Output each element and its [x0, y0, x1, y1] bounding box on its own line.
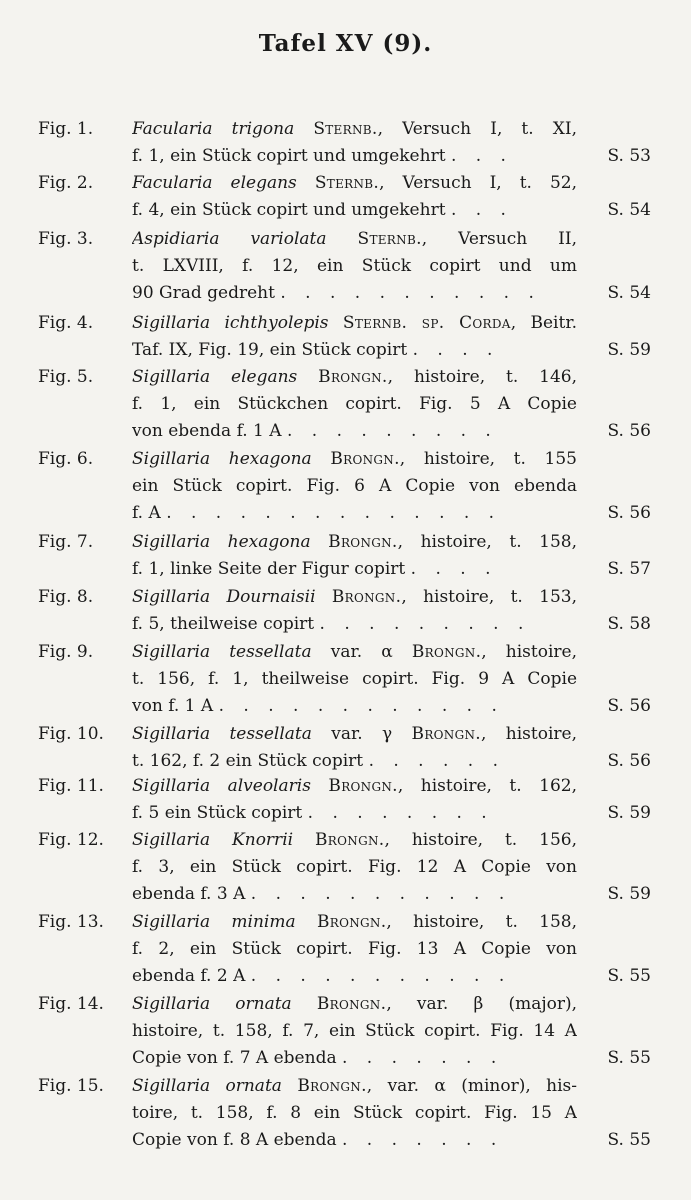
- page-reference: S. 55: [607, 1130, 651, 1150]
- description-line: [132, 197, 577, 224]
- reference-text: , histoire, t. 146,: [387, 367, 577, 387]
- reference-text: f. A: [132, 503, 161, 523]
- reference-text: ein Stück copirt. Fig. 6 A Copie von ebenda: [132, 476, 577, 496]
- figure-description: [132, 310, 577, 364]
- author-name: Sternb.: [313, 119, 378, 139]
- reference-text: f. 5 ein Stück copirt: [132, 803, 303, 823]
- figure-number: Fig. 7.: [38, 532, 94, 552]
- page-reference: S. 58: [607, 614, 651, 634]
- figure-number: Fig. 5.: [38, 367, 94, 387]
- description-line: [132, 473, 577, 500]
- figure-number: Fig. 3.: [38, 229, 94, 249]
- figure-description: [132, 639, 577, 720]
- reference-text: ebenda f. 2 A: [132, 966, 246, 986]
- description-line: [132, 280, 577, 307]
- variety-label: var. α: [311, 642, 412, 662]
- description-line: [132, 693, 577, 720]
- species-name: Sigillaria Dournaisii: [132, 587, 316, 607]
- leader-dots: . . . .: [412, 340, 500, 360]
- figure-number: Fig. 6.: [38, 449, 94, 469]
- description-line: [132, 1018, 577, 1045]
- description-line: [132, 364, 577, 391]
- page-reference: S. 59: [607, 340, 651, 360]
- page-reference: S. 56: [607, 696, 651, 716]
- description-line: [132, 800, 577, 827]
- author-name: Brongn.: [331, 587, 402, 607]
- reference-text: Copie von f. 8 A ebenda: [132, 1130, 337, 1150]
- leader-dots: . . . . . . . . . . .: [250, 966, 512, 986]
- figure-number: Fig. 9.: [38, 642, 94, 662]
- leader-dots: . . . .: [410, 559, 498, 579]
- species-name: Sigillaria elegans: [132, 367, 298, 387]
- figure-number: Fig. 1.: [38, 119, 94, 139]
- figure-description: [132, 721, 577, 775]
- author-name: Sternb.: [357, 229, 422, 249]
- page-title: Tafel XV (9).: [258, 30, 433, 57]
- description-line: [132, 391, 577, 418]
- reference-text: f. 3, ein Stück copirt. Fig. 12 A Copie von: [132, 857, 577, 877]
- description-line: [132, 773, 577, 800]
- description-line: [132, 500, 577, 527]
- species-name: Sigillaria alveolaris: [132, 776, 311, 796]
- reference-text: , Versuch I, t. XI,: [377, 119, 577, 139]
- reference-text: t. LXVIII, f. 12, ein Stück copirt und um: [132, 256, 577, 276]
- leader-dots: . . . . . . . . . . . .: [218, 696, 504, 716]
- description-line: [132, 337, 577, 364]
- page-reference: S. 57: [607, 559, 651, 579]
- reference-text: histoire, t. 158, f. 7, ein Stück copirt. Fig. 14 A: [132, 1021, 577, 1041]
- figure-description: [132, 991, 577, 1072]
- reference-text: , histoire, t. 155: [399, 449, 577, 469]
- reference-text: , histoire, t. 158,: [397, 532, 577, 552]
- page-reference: S. 53: [607, 146, 651, 166]
- page-reference: S. 55: [607, 1048, 651, 1068]
- reference-text: von f. 1 A: [132, 696, 214, 716]
- description-line: [132, 963, 577, 990]
- description-line: [132, 253, 577, 280]
- description-line: [132, 446, 577, 473]
- author-name: Brongn.: [297, 1076, 367, 1096]
- variety-label: var. γ: [311, 724, 412, 744]
- reference-text: Taf. IX, Fig. 19, ein Stück copirt: [132, 340, 408, 360]
- author-name: Brongn.: [315, 830, 385, 850]
- leader-dots: . . . . . . . . .: [319, 614, 531, 634]
- description-line: [132, 827, 577, 854]
- figure-description: [132, 446, 577, 527]
- leader-dots: . . . . . .: [368, 751, 506, 771]
- figure-description: [132, 773, 577, 827]
- reference-text: , histoire, t. 156,: [384, 830, 577, 850]
- figure-number: Fig. 13.: [38, 912, 104, 932]
- page-reference: S. 56: [607, 421, 651, 441]
- reference-text: t. 162, f. 2 ein Stück copirt: [132, 751, 364, 771]
- species-name: Aspidiaria variolata: [132, 229, 327, 249]
- figure-description: [132, 226, 577, 307]
- author-name: Brongn.: [411, 642, 482, 662]
- figure-description: [132, 364, 577, 445]
- leader-dots: . . . . . . . .: [307, 803, 494, 823]
- figure-description: [132, 116, 577, 170]
- description-line: [132, 936, 577, 963]
- leader-dots: . . .: [450, 200, 513, 220]
- description-line: [132, 1127, 577, 1154]
- description-line: [132, 748, 577, 775]
- author-name: Brongn.: [316, 994, 387, 1014]
- species-name: Sigillaria tessellata: [132, 642, 312, 662]
- figure-description: [132, 170, 577, 224]
- description-line: [132, 881, 577, 908]
- figure-number: Fig. 12.: [38, 830, 104, 850]
- page-reference: S. 59: [607, 803, 651, 823]
- description-line: [132, 611, 577, 638]
- reference-text: f. 1, ein Stück copirt und umgekehrt: [132, 146, 446, 166]
- figure-number: Fig. 11.: [38, 776, 104, 796]
- species-name: Sigillaria tessellata: [132, 724, 312, 744]
- species-name: Facularia elegans: [132, 173, 297, 193]
- reference-text: , histoire, t. 158,: [386, 912, 577, 932]
- reference-text: , Beitr.: [510, 313, 577, 333]
- description-line: [132, 143, 577, 170]
- author-name: Brongn.: [328, 532, 398, 552]
- reference-text: , histoire,: [481, 642, 577, 662]
- figure-number: Fig. 4.: [38, 313, 94, 333]
- description-line: [132, 310, 577, 337]
- description-line: [132, 854, 577, 881]
- figure-description: [132, 909, 577, 990]
- author-name: Sternb.: [314, 173, 380, 193]
- description-line: [132, 1045, 577, 1072]
- figure-number: Fig. 8.: [38, 587, 94, 607]
- description-line: [132, 418, 577, 445]
- leader-dots: . . . . . . . . .: [286, 421, 498, 441]
- description-line: [132, 529, 577, 556]
- species-name: Sigillaria minima: [132, 912, 296, 932]
- page-reference: S. 54: [607, 200, 651, 220]
- figure-number: Fig. 14.: [38, 994, 104, 1014]
- page-reference: S. 56: [607, 503, 651, 523]
- author-name: Brongn.: [318, 367, 388, 387]
- reference-text: von ebenda f. 1 A: [132, 421, 282, 441]
- figure-description: [132, 827, 577, 908]
- figure-number: Fig. 10.: [38, 724, 104, 744]
- reference-text: , var. α (minor), his-: [366, 1076, 577, 1096]
- reference-text: t. 156, f. 1, theilweise copirt. Fig. 9 A Copie: [132, 669, 577, 689]
- leader-dots: . . . . . . . . . . .: [250, 884, 512, 904]
- species-name: Sigillaria Knorrii: [132, 830, 294, 850]
- author-name: Brongn.: [328, 776, 398, 796]
- leader-dots: . . . . . . . . . . . . . .: [166, 503, 502, 523]
- page-reference: S. 56: [607, 751, 651, 771]
- description-line: [132, 116, 577, 143]
- leader-dots: . . . . . . .: [342, 1130, 504, 1150]
- description-line: [132, 909, 577, 936]
- figure-description: [132, 584, 577, 638]
- page-reference: S. 54: [607, 283, 651, 303]
- reference-text: , histoire, t. 153,: [401, 587, 577, 607]
- reference-text: , Versuch II,: [421, 229, 577, 249]
- reference-text: f. 1, ein Stückchen copirt. Fig. 5 A Copie: [132, 394, 577, 414]
- reference-text: , var. β (major),: [386, 994, 577, 1014]
- author-name: Brongn.: [316, 912, 387, 932]
- figure-description: [132, 529, 577, 583]
- reference-text: f. 4, ein Stück copirt und umgekehrt: [132, 200, 446, 220]
- reference-text: 90 Grad gedreht: [132, 283, 275, 303]
- species-name: Sigillaria hexagona: [132, 449, 312, 469]
- species-name: Facularia trigona: [132, 119, 295, 139]
- description-line: [132, 666, 577, 693]
- species-name: Sigillaria ornata: [132, 994, 292, 1014]
- reference-text: toire, t. 158, f. 8 ein Stück copirt. Fig. 15 A: [132, 1103, 577, 1123]
- description-line: [132, 721, 577, 748]
- description-line: [132, 226, 577, 253]
- page-reference: S. 55: [607, 966, 651, 986]
- page-reference: S. 59: [607, 884, 651, 904]
- species-name: Sigillaria hexagona: [132, 532, 311, 552]
- reference-text: Copie von f. 7 A ebenda: [132, 1048, 337, 1068]
- reference-text: , histoire,: [481, 724, 577, 744]
- author-name: Brongn.: [411, 724, 481, 744]
- description-line: [132, 1100, 577, 1127]
- leader-dots: . . . . . . .: [342, 1048, 504, 1068]
- figure-number: Fig. 2.: [38, 173, 94, 193]
- reference-text: ebenda f. 3 A: [132, 884, 246, 904]
- species-name: Sigillaria ornata: [132, 1076, 282, 1096]
- description-line: [132, 556, 577, 583]
- figure-number: Fig. 15.: [38, 1076, 104, 1096]
- reference-text: f. 2, ein Stück copirt. Fig. 13 A Copie von: [132, 939, 577, 959]
- description-line: [132, 639, 577, 666]
- leader-dots: . . .: [450, 146, 513, 166]
- description-line: [132, 170, 577, 197]
- description-line: [132, 991, 577, 1018]
- leader-dots: . . . . . . . . . . .: [280, 283, 541, 303]
- author-name: Brongn.: [330, 449, 400, 469]
- reference-text: , Versuch I, t. 52,: [379, 173, 577, 193]
- description-line: [132, 584, 577, 611]
- description-line: [132, 1073, 577, 1100]
- reference-text: f. 1, linke Seite der Figur copirt: [132, 559, 406, 579]
- reference-text: f. 5, theilweise copirt: [132, 614, 315, 634]
- reference-text: , histoire, t. 162,: [397, 776, 577, 796]
- species-name: Sigillaria ichthyolepis: [132, 313, 329, 333]
- author-name: Sternb. sp. Corda: [342, 313, 511, 333]
- figure-description: [132, 1073, 577, 1154]
